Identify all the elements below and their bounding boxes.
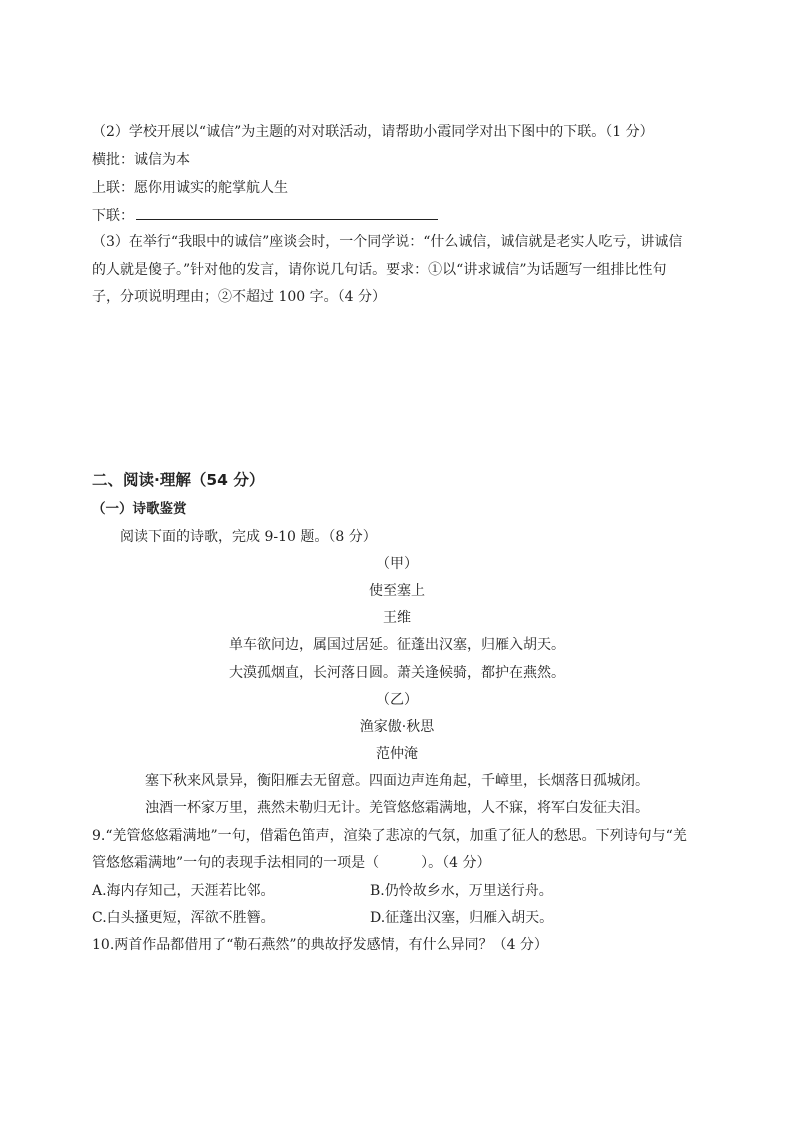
question-9-line-1: 9.“羌管悠悠霜满地”一句，借霜色笛声，渲染了悲凉的气氛，加重了征人的愁思。下列诗句与“羌 xyxy=(92,828,687,844)
section-title: 二、阅读·理解（54 分） xyxy=(92,471,265,489)
xialian-line xyxy=(92,205,438,226)
hengpi-line: 横批：诚信为本 xyxy=(92,152,190,168)
poem-2-title: 渔家傲·秋思 xyxy=(359,719,435,735)
poem-2-line-2: 浊酒一杯家万里，燕然未勒归无计。羌管悠悠霜满地，人不寐，将军白发征夫泪。 xyxy=(145,800,649,816)
option-a: A.海内存知己，天涯若比邻。 xyxy=(92,883,275,899)
poem-2-line-1: 塞下秋来风景异，衡阳雁去无留意。四面边声连角起，千嶂里，长烟落日孤城闭。 xyxy=(145,773,649,789)
subsection-title: （一）诗歌鉴赏 xyxy=(92,501,187,517)
option-c: C.白头搔更短，浑欲不胜簪。 xyxy=(92,910,275,926)
poem-1-line-1: 单车欲问边，属国过居延。征蓬出汉塞，归雁入胡天。 xyxy=(229,637,565,653)
question-10: 10.两首作品都借用了“勒石燕然”的典故抒发感情，有什么异同？（4 分） xyxy=(92,937,548,953)
poem-1-title: 使至塞上 xyxy=(369,583,425,599)
question-3-line-3: 子，分项说明理由；②不超过 100 字。（4 分） xyxy=(92,289,386,305)
question-3-line-2: 的人就是傻子。”针对他的发言，请你说几句话。要求：①以“讲求诚信”为话题写一组排比性句 xyxy=(92,262,667,278)
option-b: B.仍怜故乡水，万里送行舟。 xyxy=(370,883,553,899)
option-d: D.征蓬出汉塞，归雁入胡天。 xyxy=(370,910,554,926)
question-9-line-2: 管悠悠霜满地”一句的表现手法相同的一项是（ ）。（4 分） xyxy=(92,855,491,871)
xialian-label: 下联： xyxy=(92,208,134,224)
poem-1-author: 王维 xyxy=(383,610,411,626)
poem-2-author: 范仲淹 xyxy=(376,746,418,762)
poem-1-mark: （甲） xyxy=(376,556,418,572)
answer-blank xyxy=(136,205,438,220)
question-3-line-1: （3）在举行“我眼中的诚信”座谈会时，一个同学说：“什么诚信，诚信就是老实人吃亏，讲诚信 xyxy=(92,234,683,250)
poem-2-mark: （乙） xyxy=(376,692,418,708)
shanglian-line: 上联：愿你用诚实的舵掌航人生 xyxy=(92,180,288,196)
poem-1-line-2: 大漠孤烟直，长河落日圆。萧关逢候骑，都护在燕然。 xyxy=(229,665,565,681)
reading-intro: 阅读下面的诗歌，完成 9-10 题。（8 分） xyxy=(120,529,377,545)
question-2-text: （2）学校开展以“诚信”为主题的对对联活动，请帮助小霞同学对出下图中的下联。（1 分） xyxy=(92,124,654,140)
